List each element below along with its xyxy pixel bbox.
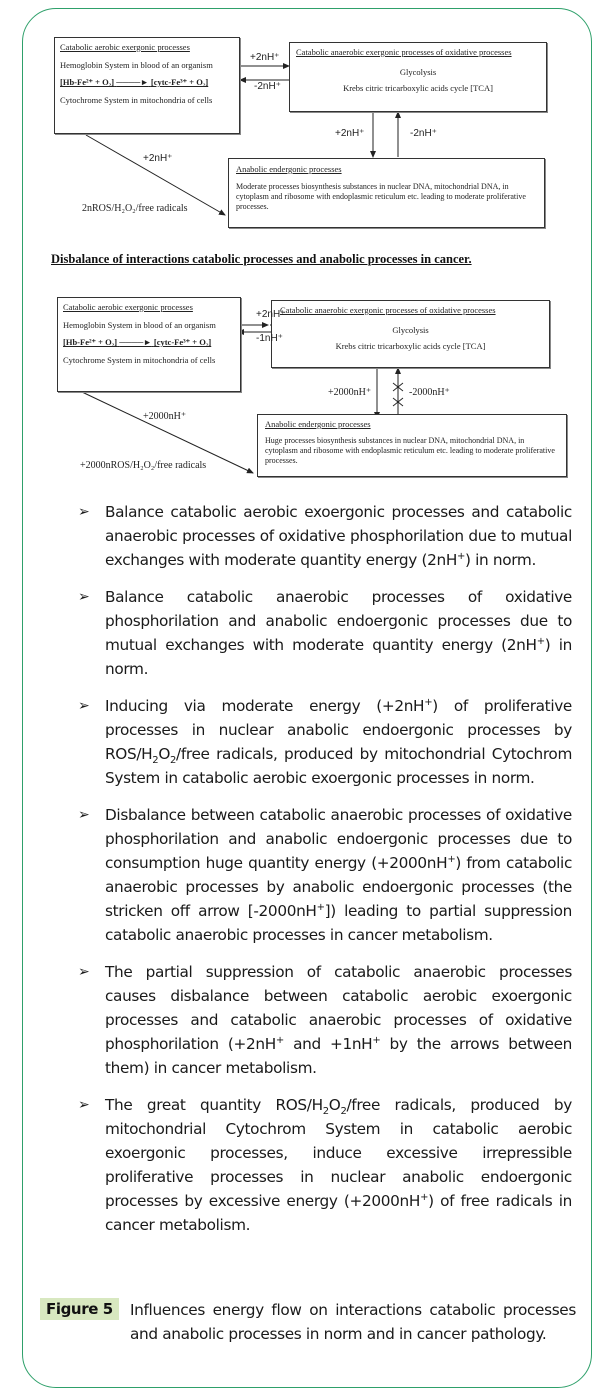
box-title: Catabolic anaerobic exergonic processes of oxidative processes: [280, 305, 496, 315]
reaction-right: [cytc-Fe³⁺ + O₂]: [150, 77, 209, 88]
reaction-line: [63, 337, 235, 348]
bullet-text: The partial suppression of catabolic anaerobic processes causes disbalance between catabolic aerobic exoergonic processes and catabolic anaerobic processes of oxidative phosphorilation (+2nH+ and +1nH+ by the arrows between them) in cancer metabolism.: [105, 963, 572, 1077]
cancer-diagram: [0, 280, 616, 490]
reaction-left: [Hb-Fe²⁺ + O₂]: [60, 77, 115, 88]
bullet-text: Disbalance between catabolic anaerobic processes of oxidative phosphorilation and anabolic endoergonic processes due to consumption huge quantity energy (+2000nH+) from catabolic anaerobic processes by anabolic endoergonic processes (the stricken off arrow [-2000nH+]) leading to partial suppression catabolic anaerobic processes in cancer metabolism.: [105, 806, 573, 944]
label-down-arrow: +2000nH⁺: [328, 387, 372, 398]
caption-text: Influences energy flow on interactions catabolic processes and anabolic processes in norm and in cancer pathology.: [130, 1301, 576, 1343]
glycolysis-label: Glycolysis: [399, 66, 437, 77]
reaction-right: [cytc-Fe³⁺ + O₂]: [153, 337, 212, 348]
cancer-diagram-title: Disbalance of interactions catabolic processes and anabolic processes in cancer.: [51, 252, 472, 266]
label-ros: 2nROS/H₂O₂/free radicals: [82, 203, 188, 214]
aerobic-processes-box: [54, 37, 240, 134]
bullet-arrow-icon: ➢: [78, 698, 90, 714]
box-title: Catabolic aerobic exergonic processes: [63, 302, 193, 312]
label-right-arrow: +2nH⁺: [250, 52, 280, 63]
glycolysis-label: Glycolysis: [392, 324, 429, 335]
bullet-text: The great quantity ROS/$H_2O_2$/free radicals, produced by mitochondrial Cytochrom System in catabolic aerobic exoergonic processes, induce excessive irrepressible proliferative processes in nuclear anabolic endoergonic processes by excessive energy (+2000nH+) of free radicals in cancer metabolism.: [105, 1096, 572, 1234]
bullet-arrow-icon: ➢: [78, 964, 90, 980]
cytochrome-line: Cytochrome System in mitochondria of cells: [63, 354, 216, 365]
krebs-label: Krebs citric tricarboxylic acids cycle [TCA]: [335, 341, 486, 352]
label-diagonal-arrow: +2nH⁺: [143, 153, 173, 164]
bullet-list: [78, 500, 572, 1250]
cytochrome-line: Cytochrome System in mitochondria of cells: [60, 94, 213, 105]
label-right-arrow: +2nH⁺: [256, 309, 286, 320]
bullet-arrow-icon: ➢: [78, 807, 90, 823]
bullet-item: [76, 803, 572, 947]
bullet-item: [76, 1093, 572, 1237]
reaction-line: [60, 77, 234, 88]
bullet-item: [76, 694, 572, 790]
reaction-arrow: ────►: [116, 77, 149, 88]
hemoglobin-line: Hemoglobin System in blood of an organism: [60, 59, 213, 70]
box-title: Anabolic endergonic processes: [265, 419, 371, 429]
anaerobic-processes-box: [289, 42, 547, 112]
anaerobic-processes-box: [271, 300, 550, 368]
bullet-arrow-icon: ➢: [78, 504, 90, 520]
label-down-arrow: +2nH⁺: [335, 128, 365, 139]
bullet-text: Inducing via moderate energy (+2nH+) of proliferative processes in nuclear anabolic endoergonic processes by ROS/$H_2O_2$/free radicals, produced by mitochondrial Cytochrom System in catabolic aerobic exoergonic processes in norm.: [105, 696, 572, 787]
bullet-text: Balance catabolic aerobic exoergonic processes and catabolic anaerobic processes of oxidative phosphorilation due to mutual exchanges with moderate quantity energy (2nH+) in norm.: [105, 503, 572, 569]
hemoglobin-line: Hemoglobin System in blood of an organism: [63, 319, 216, 330]
anabolic-description: Moderate processes biosynthesis substances in nuclear DNA, mitochondrial DNA, in cytoplasm and ribosome with endoplasmic reticulum etc. leading to moderate proliferative processes.: [236, 181, 526, 211]
label-up-arrow: -2nH⁺: [410, 128, 437, 139]
label-left-arrow: -2nH⁺: [254, 81, 281, 92]
anabolic-processes-box: [257, 414, 567, 477]
figure-label: Figure 5: [40, 1298, 119, 1320]
label-left-arrow: -1nH⁺: [256, 333, 283, 344]
anabolic-processes-box: [228, 158, 545, 228]
box-title: Catabolic aerobic exergonic processes: [60, 42, 190, 52]
reaction-left: [Hb-Fe²⁺ + O₂]: [63, 337, 118, 348]
norm-diagram: [0, 0, 616, 245]
label-diagonal-arrow: +2000nH⁺: [143, 411, 187, 422]
bullet-text: Balance catabolic anaerobic processes of oxidative phosphorilation and anabolic endoergonic processes due to mutual exchanges with moderate quantity energy (2nH+) in norm.: [105, 588, 572, 678]
box-title: Catabolic anaerobic exergonic processes of oxidative processes: [296, 47, 512, 57]
krebs-label: Krebs citric tricarboxylic acids cycle [TCA]: [343, 83, 493, 94]
bullet-arrow-icon: ➢: [78, 1097, 90, 1113]
bullet-item: [76, 500, 572, 572]
anabolic-description: Huge processes biosynthesis substances in nuclear DNA, mitochondrial DNA, in cytoplasm and ribosome with endoplasmic reticulum etc. leading to moderate proliferative processes.: [265, 435, 555, 465]
label-ros: +2000nROS/H₂O₂/free radicals: [80, 460, 207, 471]
bullet-arrow-icon: ➢: [78, 589, 90, 605]
reaction-arrow: ────►: [119, 337, 152, 348]
bullet-item: [76, 960, 572, 1080]
aerobic-processes-box: [57, 297, 241, 392]
bullet-item: [76, 585, 572, 681]
label-up-arrow-stricken: -2000nH⁺: [409, 387, 450, 398]
box-title: Anabolic endergonic processes: [236, 164, 342, 174]
